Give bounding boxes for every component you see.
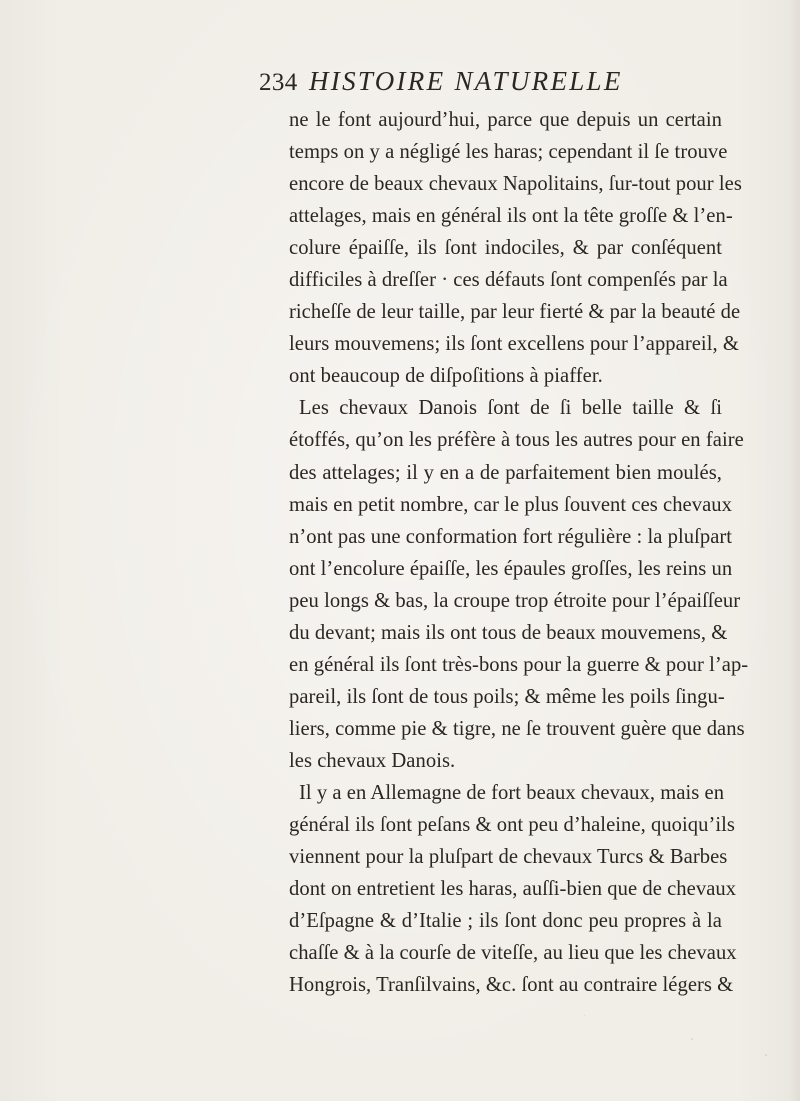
page-edge (788, 0, 800, 1101)
text-line: Hongrois, Tranſilvains, &c. ſont au contraire légers & (289, 974, 734, 997)
text-line: temps on y a négligé les haras; cependant il ſe trouve (289, 141, 728, 164)
text-line: ont beaucoup de diſpoſitions à piaffer. (289, 365, 603, 388)
paper-speck (765, 1054, 767, 1056)
text-line: attelages, mais en général ils ont la tête groſſe & l’en- (289, 205, 733, 228)
paper-speck (691, 1038, 693, 1040)
text-line: du devant; mais ils ont tous de beaux mouvemens, & (289, 621, 728, 644)
text-line: chaſſe & à la courſe de viteſſe, au lieu que les chevaux (289, 942, 737, 965)
text-line: général ils ſont peſans & ont peu d’haleine, quoiqu’ils (289, 814, 735, 837)
text-line: dont on entretient les haras, auſſi-bien que de chevaux (289, 878, 737, 901)
text-line: étoffés, qu’on les préfère à tous les autres pour en faire (289, 429, 744, 452)
text-line: les chevaux Danois. (289, 749, 456, 772)
paper-speck (584, 1015, 585, 1016)
text-line: d’Eſpagne & d’Italie ; ils ſont donc peu propres à la (289, 910, 722, 933)
text-line: des attelages; il y en a de parfaitement bien moulés, (289, 461, 722, 484)
text-line: difficiles à dreſſer · ces défauts ſont compenſés par la (289, 269, 728, 292)
text-line: viennent pour la pluſpart de chevaux Turcs & Barbes (289, 846, 728, 869)
text-line: liers, comme pie & tigre, ne ſe trouvent guère que dans (289, 717, 745, 740)
text-line: encore de beaux chevaux Napolitains, ſur-tout pour les (289, 173, 742, 196)
text-line: en général ils ſont très-bons pour la guerre & pour l’ap- (289, 653, 749, 676)
text-line: mais en petit nombre, car le plus ſouvent ces chevaux (289, 493, 732, 516)
text-line: colure épaiſſe, ils ſont indociles, & par conſéquent (289, 237, 722, 260)
body-text (289, 104, 749, 1001)
text-line: leurs mouvemens; ils ſont excellens pour l’appareil, & (289, 333, 739, 356)
text-line: n’ont pas une conformation fort régulière : la pluſpart (289, 525, 733, 548)
text-line: ne le font aujourd’hui, parce que depuis un certain (289, 109, 722, 131)
text-line: richeſſe de leur taille, par leur fierté & par la beauté de (289, 301, 741, 324)
text-line: Les chevaux Danois ſont de ſi belle taille & ſi (299, 397, 722, 420)
running-title: HISTOIRE NATURELLE (309, 66, 623, 96)
text-line: pareil, ils ſont de tous poils; & même les poils ſingu- (289, 685, 725, 708)
text-line: ont l’encolure épaiſſe, les épaules groſſes, les reins un (289, 557, 733, 580)
page-header (259, 66, 623, 104)
text-line: peu longs & bas, la croupe trop étroite pour l’épaiſſeur (289, 589, 741, 612)
page-number: 234 (259, 69, 298, 96)
text-line: Il y a en Allemagne de fort beaux chevaux, mais en (299, 781, 725, 804)
